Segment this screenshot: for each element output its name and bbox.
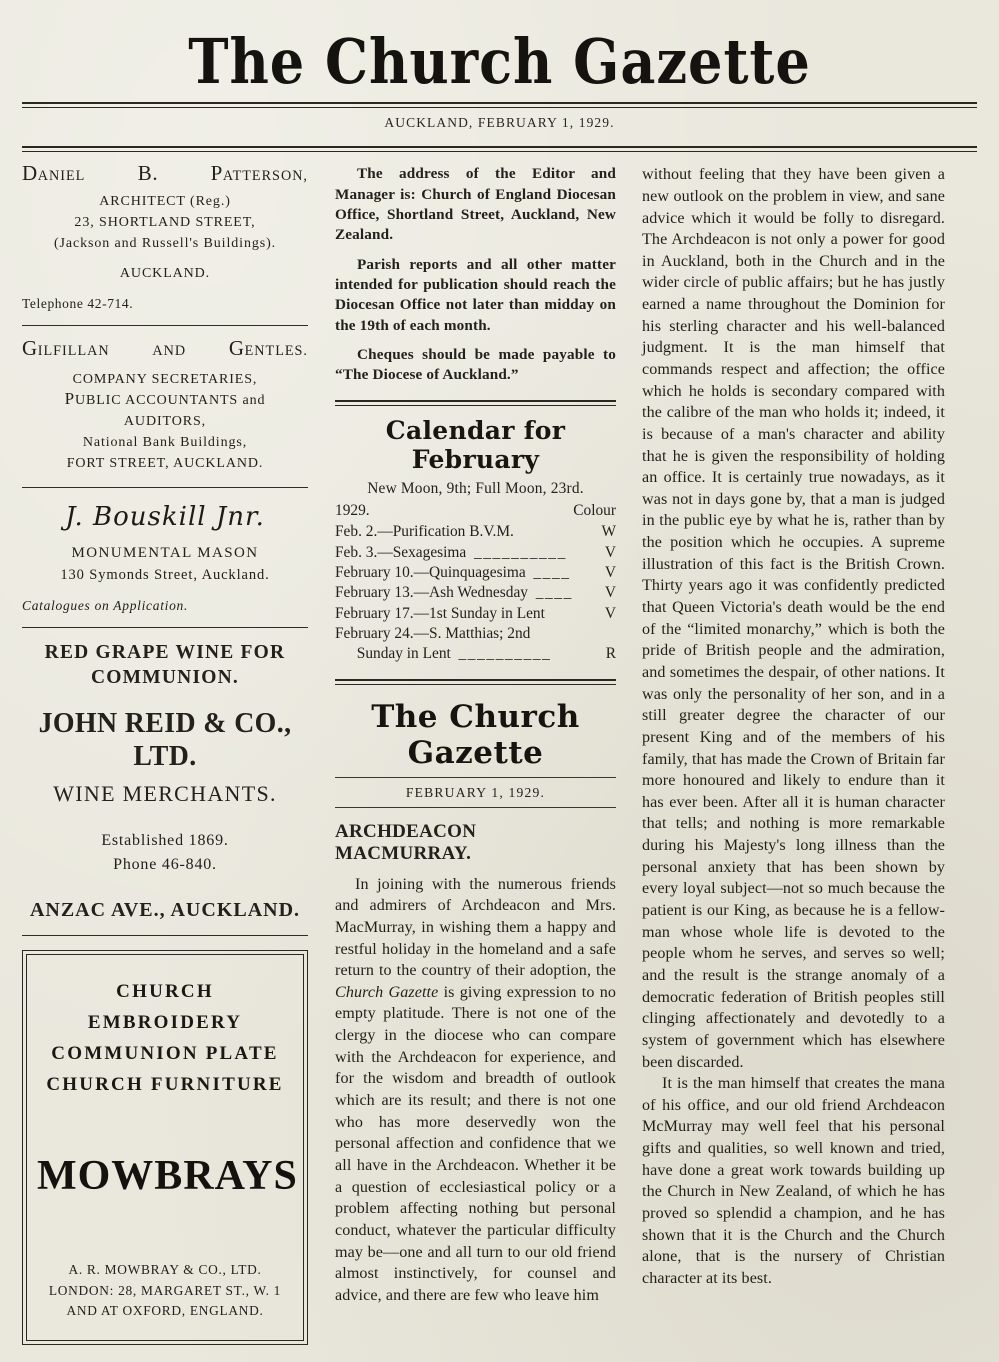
- ad-reid-address: ANZAC AVE., AUCKLAND.: [29, 899, 301, 922]
- calendar-colour-header: Colour: [573, 502, 616, 520]
- ad-bouskill: [22, 502, 308, 614]
- ad-divider-3: [22, 627, 308, 628]
- calendar-row: February 24.—S. Matthias; 2nd: [335, 624, 616, 644]
- calendar-colour: [573, 624, 616, 644]
- calendar-colour: R: [605, 645, 616, 663]
- ad-mowbrays-inner: [26, 954, 304, 1340]
- ad-mowbrays-brand: MOWBRAYS: [37, 1153, 298, 1200]
- calendar-table: [335, 501, 616, 665]
- ad-reid-trade: WINE MERCHANTS.: [53, 781, 277, 807]
- ad-gilfillan-line3: National Bank Buildings,: [82, 435, 248, 451]
- ad-reid-details: Established 1869. Phone 46-840.: [101, 832, 229, 874]
- masthead-title: The Church Gazette: [188, 25, 811, 98]
- flag-title: The Church Gazette: [371, 698, 580, 771]
- ad-reid-headline: RED GRAPE WINE FOR COMMUNION.: [44, 642, 286, 689]
- calendar-row: February 17.—1st Sunday in Lent V: [335, 604, 616, 624]
- notice-editor-address: The address of the Editor and Manager is: Church of England Diocesan Office, Shortland Street, Auckland, New Zealand.: [335, 165, 616, 244]
- calendar-title: Calendar for February: [385, 415, 566, 474]
- ad-divider-4: [22, 935, 308, 936]
- ad-divider-2: [22, 487, 308, 488]
- ad-patterson-city: AUCKLAND.: [119, 266, 211, 282]
- ad-mowbrays-footer: A. R. MOWBRAY & CO., LTD. LONDON: 28, MARGARET ST., W. 1 AND AT OXFORD, ENGLAND.: [48, 1262, 282, 1319]
- notice-parish-reports: Parish reports and all other matter intended for publication should reach the Diocesan Office not later than midday on the 19th of each month.: [335, 255, 616, 334]
- masthead: [22, 0, 977, 98]
- ad-bouskill-catalogues: Catalogues on Application.: [22, 598, 189, 614]
- calendar-colour: V: [604, 604, 616, 622]
- calendar-colour: V: [604, 584, 616, 602]
- calendar-header-row: [335, 501, 616, 522]
- ad-patterson-building: (Jackson and Russell's Buildings).: [53, 236, 277, 252]
- column-article-continued: [629, 164, 945, 1314]
- column-advertisements: [22, 161, 322, 1319]
- calendar-year: 1929.: [335, 502, 370, 520]
- masthead-dateline: AUCKLAND, FEBRUARY 1, 1929.: [384, 115, 615, 131]
- calendar-rule-top: [335, 400, 616, 406]
- ad-gilfillan-line2: PUBLIC ACCOUNTANTS and AUDITORS,: [64, 389, 266, 430]
- article-headline: ARCHDEACON MACMURRAY.: [335, 820, 477, 864]
- calendar-row: February 13.—Ash Wednesday ____ V: [335, 583, 616, 603]
- ad-patterson: [22, 161, 308, 312]
- calendar-colour: W: [601, 523, 616, 541]
- ad-john-reid: [22, 641, 308, 922]
- notice-cheques: Cheques should be made payable to “The Diocese of Auckland.”: [335, 346, 616, 384]
- ad-patterson-middle: B.: [137, 161, 159, 186]
- article-body-paragraph-2: It is the man himself that creates the mana of his office, and our old friend Archdeacon McMurray may well feel that his personal gifts and qualities, so well known and tried, have done a great work towards building up the Church in New Zealand, of which he has proved so splendid a champion, and he has shown that it is the Church and the Church alone, that is the nursery of Christian character at its best.: [642, 1075, 945, 1287]
- ad-patterson-initial-d: D: [22, 161, 38, 186]
- calendar-row: Feb. 3.—Sexagesima __________ V: [335, 542, 616, 562]
- ad-gilfillan-line1: COMPANY SECRETARIES,: [72, 372, 258, 388]
- flag-rule-bottom: [335, 807, 616, 808]
- ad-mowbrays-line1: CHURCH EMBROIDERY: [87, 981, 243, 1034]
- calendar-colour: V: [604, 563, 616, 581]
- calendar-moon-phases: New Moon, 9th; Full Moon, 23rd.: [367, 479, 584, 497]
- ad-gilfillan: [22, 336, 308, 474]
- calendar-row: Feb. 2.—Purification B.V.M. W: [335, 522, 616, 542]
- calendar-row: February 10.—Quinquagesima ____ V: [335, 563, 616, 583]
- flag-rule-top: [335, 679, 616, 685]
- ad-bouskill-name: J. Bouskill Jnr.: [65, 502, 265, 533]
- article-body-column-3: without feeling that they have been given a new outlook on the problem in view, and sane advice which it would be folly to disregard. The Archdeacon is not only a power for good in Auckland, both in the Church and in the wider circle of public affairs; but he has justly earned a name throughout the Dominion for his sterling character and his well-balanced judgment. It is the man himself that commands respect and affection; the office which he holds is secondary compared with the calibre of the man who holds it; indeed, it is because of a man's character and ability that he is given the responsibility of holding an office. It is certainly true nowadays, as it was not in days gone by, that a man is judged in the public eye by what he is, rather than by the position which he occupies. A supreme illustration of this fact is the British Crown. Thirty years ago it was confidently predicted that Queen Victoria's death would be the end of the “limited monarchy,” which is both the pride of British people and the admiration, and sometimes the despair, of other nations. It was only the personality of her son, and in a still greater degree the character of our present King and of the members of his family, that has made the Crown of Britain far more honoured and likely to endure than it has ever been. After all it is human character that tells; and nothing is more remarkable during his Majesty's long illness than the personal anxiety that has been shown by every loyal subject—not so much because the patient is our King, as because he is a fellow-man whose whole life is devoted to the people whom he serves, and serves so well; and the result is the strange anomaly of a democratic federation of British peoples still clinging affectionately and devotedly to a system of government which has elsewhere been discarded.: [642, 166, 945, 1071]
- ad-bouskill-address: 130 Symonds Street, Auckland.: [60, 566, 270, 583]
- article-italic-title: Church Gazette: [335, 983, 439, 1001]
- ad-gilfillan-name: GILFILLAN AND GENTLES.: [22, 336, 308, 361]
- ad-patterson-name: DANIEL B. PATTERSON,: [22, 161, 308, 186]
- ad-mowbrays-line2: COMMUNION PLATE: [51, 1042, 279, 1064]
- ad-gilfillan-initial-g1: G: [22, 336, 38, 361]
- ad-bouskill-trade: MONUMENTAL MASON: [71, 545, 259, 562]
- flag-date: FEBRUARY 1, 1929.: [405, 784, 546, 800]
- column-container: [22, 161, 977, 1319]
- ad-mowbrays-line3: CHURCH FURNITURE: [46, 1073, 284, 1095]
- ad-patterson-street: 23, SHORTLAND STREET,: [74, 215, 256, 231]
- masthead-rule-bottom: [22, 146, 977, 152]
- article-body-column-2: In joining with the numerous friends and admirers of Archdeacon and Mrs. MacMurray, in wishing them a happy and restful holiday in the homeland and a safe return to the country of their adoption, the Church Gazette is giving expression to no empty platitude. There is not one of the clergy in the diocese who can compare with the Archdeacon for experience, and for the wisdom and breadth of outlook which are its result; and there is not one who has more deservedly won the personal affection and confidence that we all have in the Archdeacon. Whether it be a question of ecclesiastical policy or a problem affecting nothing but personal conduct, whatever the particular difficulty may be—one and all turn to our old friend almost instinctively, for counsel and advice, and there are few who leave him: [335, 875, 616, 1304]
- ad-gilfillan-and: AND: [152, 343, 187, 360]
- ad-gilfillan-line4: FORT STREET, AUCKLAND.: [66, 456, 264, 472]
- calendar-row-continuation: Sunday in Lent __________ R: [335, 644, 616, 664]
- ad-reid-company: JOHN REID & CO., LTD.: [38, 707, 292, 773]
- ad-mowbrays-box: [22, 950, 308, 1344]
- ad-gilfillan-initial-g2: G: [228, 336, 245, 361]
- calendar-colour: V: [604, 543, 616, 561]
- ad-patterson-telephone: Telephone 42-714.: [22, 296, 134, 312]
- ad-patterson-profession: ARCHITECT (Reg.): [99, 194, 231, 210]
- ad-divider-1: [22, 325, 308, 326]
- column-notices: [322, 164, 629, 1314]
- ad-patterson-initial-p: P: [210, 161, 223, 186]
